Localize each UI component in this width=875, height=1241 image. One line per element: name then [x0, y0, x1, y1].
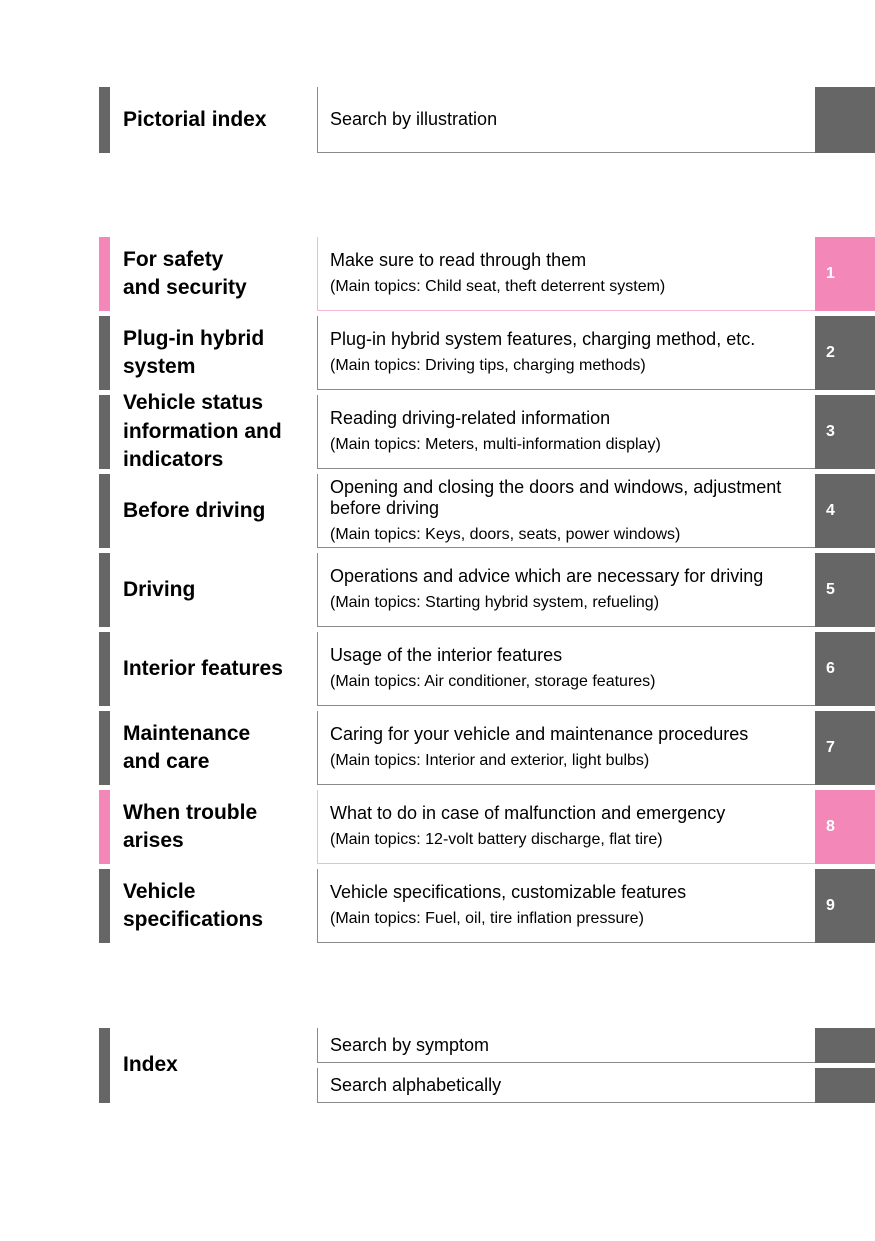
chapter-description: Opening and closing the doors and windows, adjustment before driving [330, 476, 782, 518]
chapter-tab-1[interactable]: 1 [815, 237, 875, 311]
chapter-box[interactable] [317, 632, 815, 706]
section-stripe [99, 869, 110, 943]
chapter-box[interactable] [317, 395, 815, 469]
section-stripe [99, 553, 110, 627]
chapter-tab-3[interactable]: 3 [815, 395, 875, 469]
index-title: Index [123, 1053, 178, 1077]
section-stripe [99, 395, 110, 469]
chapter-title: For safety and security [123, 247, 247, 299]
chapter-description: Operations and advice which are necessary for driving [330, 566, 764, 586]
chapter-description: Reading driving-related information [330, 408, 611, 428]
chapter-tab-6[interactable]: 6 [815, 632, 875, 706]
chapter-title: Vehicle specifications [123, 879, 264, 931]
pictorial-index-tab[interactable] [815, 87, 875, 153]
chapter-topics: (Main topics: Driving tips, charging methods) [330, 357, 646, 374]
chapter-row[interactable] [0, 632, 875, 706]
chapter-title: Plug-in hybrid system [123, 326, 265, 378]
section-stripe [99, 1028, 110, 1103]
pictorial-index-box[interactable] [317, 87, 815, 153]
chapter-row[interactable] [0, 316, 875, 390]
chapter-tab-2[interactable]: 2 [815, 316, 875, 390]
chapter-tab-7[interactable]: 7 [815, 711, 875, 785]
chapter-tab-4[interactable]: 4 [815, 474, 875, 548]
chapter-box[interactable] [317, 237, 815, 311]
index-item-label: Search by symptom [330, 1034, 490, 1055]
chapter-row[interactable] [0, 711, 875, 785]
chapter-topics: (Main topics: Keys, doors, seats, power windows) [330, 525, 681, 543]
pictorial-index-title: Pictorial index [123, 107, 267, 131]
chapter-box[interactable] [317, 553, 815, 627]
section-stripe [99, 790, 110, 864]
chapter-box[interactable] [317, 711, 815, 785]
chapter-title: Before driving [123, 498, 266, 522]
chapter-description: Plug-in hybrid system features, charging method, etc. [330, 329, 756, 349]
chapter-box[interactable] [317, 316, 815, 390]
chapter-title: Maintenance and care [123, 721, 251, 773]
chapter-title: When trouble arises [123, 800, 258, 852]
chapter-description: Usage of the interior features [330, 645, 563, 665]
chapter-description: What to do in case of malfunction and emergency [330, 803, 726, 823]
chapter-title: Interior features [123, 656, 283, 680]
chapter-row[interactable] [0, 553, 875, 627]
chapter-topics: (Main topics: Starting hybrid system, refueling) [330, 594, 660, 611]
chapter-box[interactable] [317, 869, 815, 943]
chapter-row[interactable] [0, 474, 875, 548]
chapter-tab-8[interactable]: 8 [815, 790, 875, 864]
section-stripe [99, 632, 110, 706]
section-stripe [99, 711, 110, 785]
chapter-title: Driving [123, 577, 196, 601]
pictorial-index-description: Search by illustration [330, 109, 498, 129]
index-item-tab[interactable] [815, 1028, 875, 1063]
chapter-tab-5[interactable]: 5 [815, 553, 875, 627]
chapter-row[interactable] [0, 790, 875, 864]
pictorial-index-section[interactable] [0, 87, 875, 153]
chapter-topics: (Main topics: 12-volt battery discharge, flat tire) [330, 831, 663, 848]
section-stripe [99, 237, 110, 311]
chapter-description: Vehicle specifications, customizable features [330, 882, 687, 902]
index-item-box[interactable] [317, 1068, 815, 1103]
chapter-topics: (Main topics: Interior and exterior, light bulbs) [330, 752, 650, 769]
chapter-tab-9[interactable]: 9 [815, 869, 875, 943]
chapter-topics: (Main topics: Fuel, oil, tire inflation pressure) [330, 910, 644, 927]
chapter-box[interactable] [317, 474, 815, 548]
chapter-description: Caring for your vehicle and maintenance procedures [330, 724, 749, 744]
index-item-symptom[interactable] [317, 1028, 875, 1063]
section-stripe [99, 87, 110, 153]
section-stripe [99, 474, 110, 548]
chapter-topics: (Main topics: Air conditioner, storage features) [330, 673, 656, 690]
section-stripe [99, 316, 110, 390]
chapter-row[interactable] [0, 869, 875, 943]
chapter-box[interactable] [317, 790, 815, 864]
chapter-title: Vehicle status information and indicators [123, 391, 282, 472]
chapter-description: Make sure to read through them [330, 250, 587, 270]
chapter-row[interactable] [0, 237, 875, 311]
index-item-box[interactable] [317, 1028, 815, 1063]
chapter-topics: (Main topics: Meters, multi-information display) [330, 436, 661, 453]
index-item-alphabetical[interactable] [317, 1068, 875, 1103]
index-item-label: Search alphabetically [330, 1074, 502, 1095]
chapter-topics: (Main topics: Child seat, theft deterrent system) [330, 278, 666, 295]
index-item-tab[interactable] [815, 1068, 875, 1103]
chapter-row[interactable] [0, 391, 875, 472]
